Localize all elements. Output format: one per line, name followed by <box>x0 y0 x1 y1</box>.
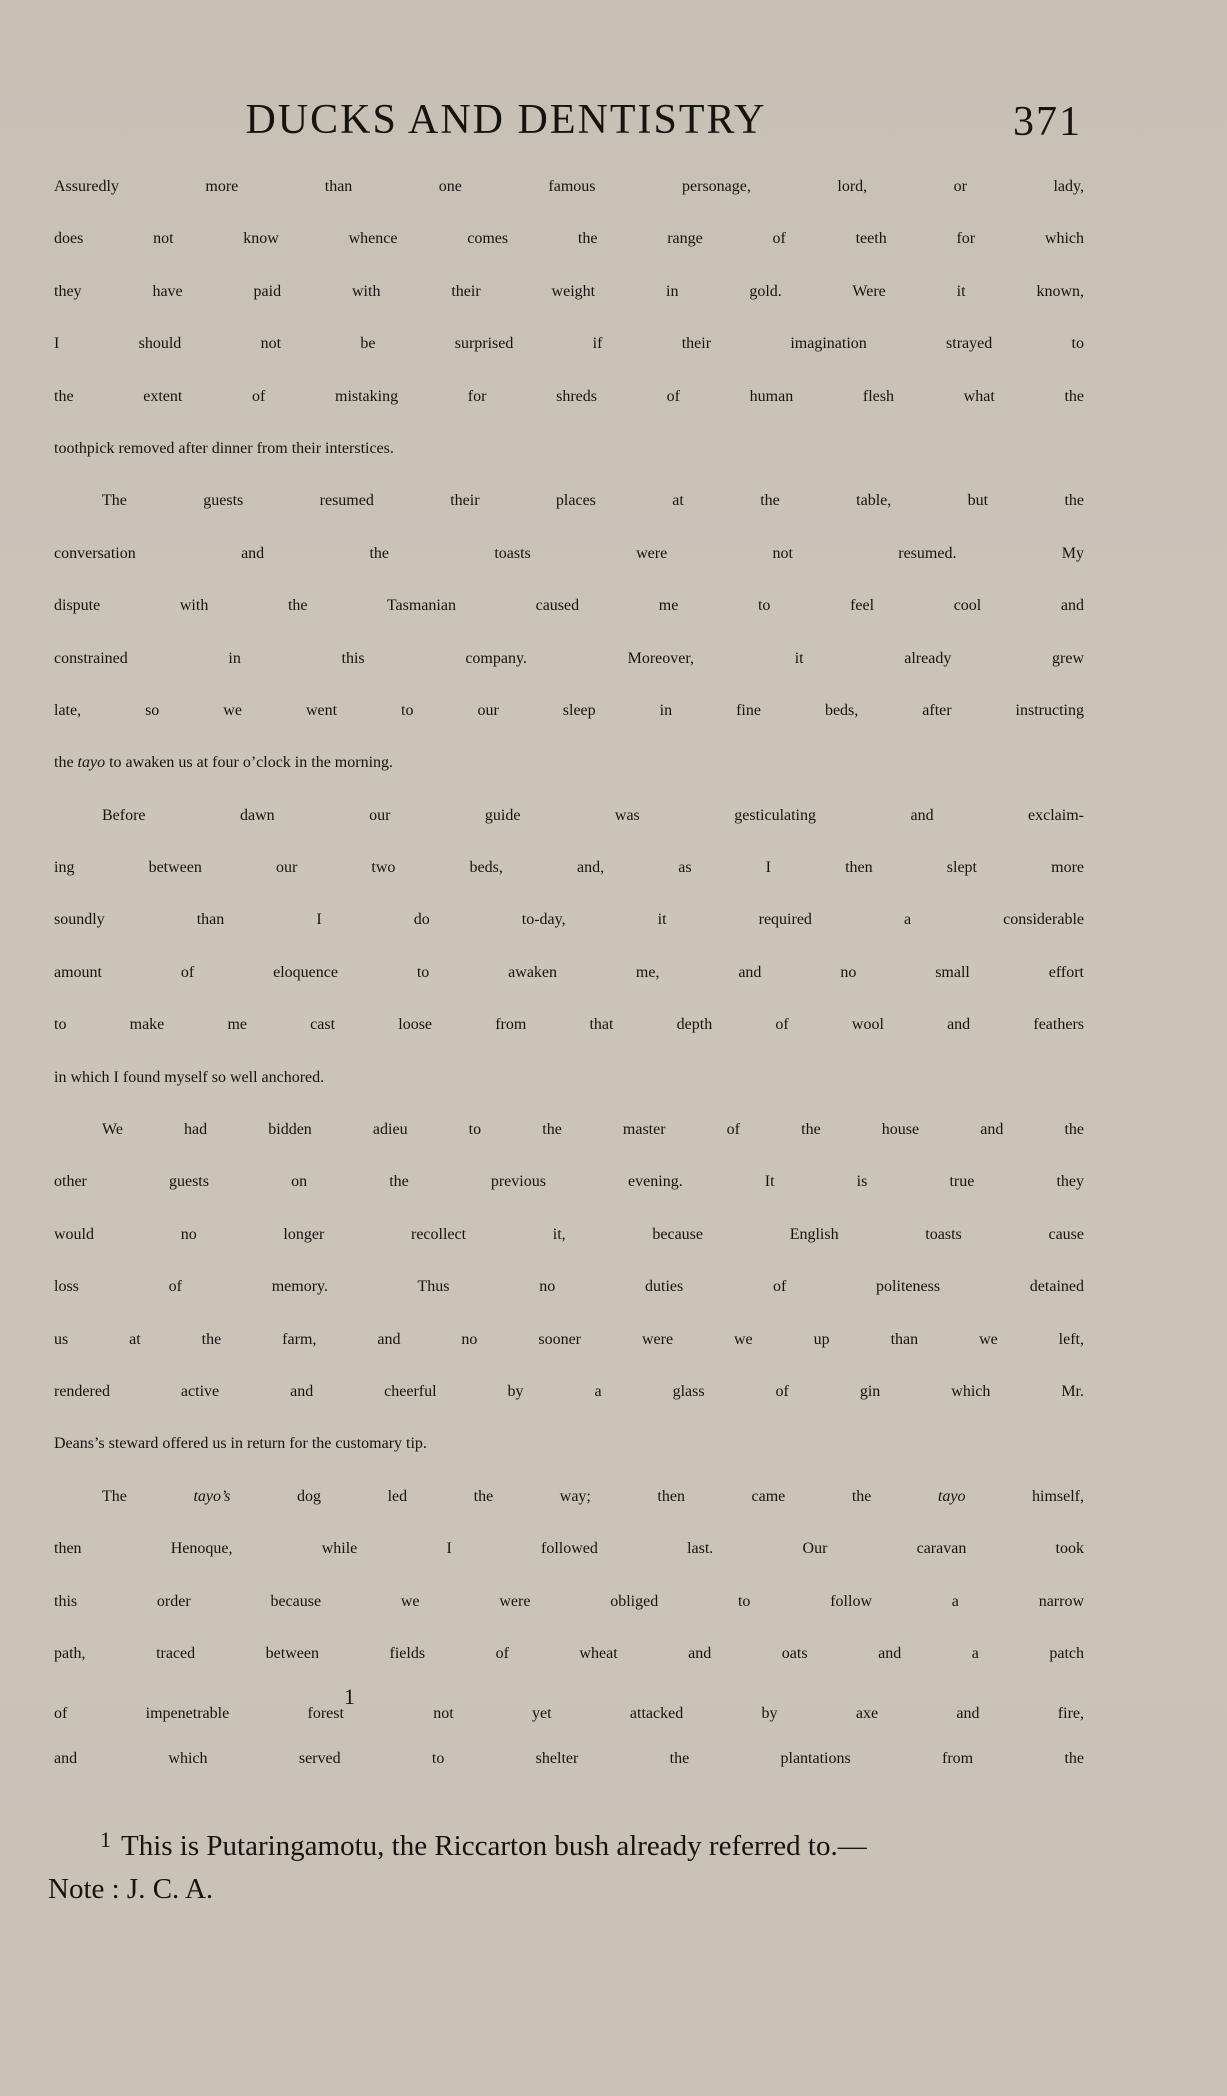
text-segment: the <box>54 754 78 772</box>
text-segment: Assuredly more than one famous personage, lord, or lady, <box>54 178 1084 195</box>
running-title: DUCKS AND DENTISTRY <box>245 97 767 143</box>
text-segment: The <box>102 1487 194 1505</box>
text-line <box>54 1226 1084 1278</box>
text-segment: Before dawn our guide was gesticulating and exclaim- <box>102 806 1084 824</box>
text-segment: ing between our two beds, and, as I then slept more <box>54 859 1084 877</box>
text-line <box>54 1593 1084 1645</box>
text-line <box>54 807 1084 859</box>
text-segment: to awaken us at four o’clock in the morning. <box>105 754 394 772</box>
text-segment: I should not be surprised if their imagination strayed to <box>54 335 1084 353</box>
italic-word: tayo’s <box>193 1487 231 1505</box>
text-line <box>54 1684 1085 1749</box>
text-line <box>54 1383 1084 1435</box>
text-line <box>54 911 1084 963</box>
text-line <box>54 230 1084 282</box>
text-line <box>54 1121 1084 1173</box>
text-line <box>54 1645 1084 1697</box>
text-segment: in which I found myself so well anchored. <box>54 1068 325 1086</box>
text-segment: dog led the way; then came the <box>230 1487 938 1505</box>
footnote-mark: 1 <box>100 1827 111 1852</box>
text-segment: then Henoque, while I followed last. Our caravan took <box>54 1540 1084 1558</box>
text-line <box>54 964 1084 1016</box>
text-line <box>54 492 1084 544</box>
text-line <box>54 440 1084 492</box>
running-head <box>56 90 1082 150</box>
text-line <box>54 1173 1084 1225</box>
footnote-reference: 1 <box>343 1684 355 1710</box>
text-line <box>54 178 1084 230</box>
footnote <box>48 1818 1088 1911</box>
page-number: 371 <box>1013 99 1082 145</box>
text-segment: late, so we went to our sleep in fine beds, after instructing <box>54 701 1084 719</box>
footnote-line-2: Note : J. C. A. <box>48 1873 214 1905</box>
text-segment: of impenetrable forest <box>54 1705 344 1723</box>
text-line <box>54 1278 1084 1330</box>
text-line <box>54 1488 1084 1540</box>
text-segment: they have paid with their weight in gold. Were it known, <box>54 282 1084 300</box>
text-segment: us at the farm, and no sooner were we up than we left, <box>54 1330 1084 1348</box>
text-segment: dispute with the Tasmanian caused me to feel cool and <box>54 597 1084 615</box>
text-segment: We had bidden adieu to the master of the house and the <box>102 1121 1084 1139</box>
footnote-line-1 <box>48 1818 1088 1868</box>
text-segment: himself, <box>965 1487 1085 1505</box>
text-line <box>54 650 1084 702</box>
text-segment: path, traced between fields of wheat and oats and a patch <box>54 1644 1084 1662</box>
text-segment: constrained in this company. Moreover, it already grew <box>54 649 1084 667</box>
text-line <box>54 545 1084 597</box>
text-line <box>54 283 1084 335</box>
text-line <box>54 1069 1084 1121</box>
text-segment: this order because we were obliged to follow a narrow <box>54 1592 1084 1610</box>
text-line <box>54 754 1084 806</box>
text-line <box>54 388 1084 440</box>
text-segment: soundly than I do to-day, it required a considerable <box>54 911 1084 929</box>
text-segment: does not know whence comes the range of teeth for which <box>54 230 1084 248</box>
text-segment: the extent of mistaking for shreds of human flesh what the <box>54 387 1084 405</box>
text-line <box>54 1750 1084 1802</box>
text-segment: toothpick removed after dinner from their interstices. <box>54 439 394 457</box>
text-line <box>54 1016 1084 1068</box>
text-segment: to make me cast loose from that depth of wool and feathers <box>54 1016 1084 1034</box>
text-segment: amount of eloquence to awaken me, and no small effort <box>54 963 1084 981</box>
text-line <box>54 702 1084 754</box>
footnote-text: This is Putaringamotu, the Riccarton bush already referred to.— <box>121 1830 867 1862</box>
text-segment: The guests resumed their places at the table, but the <box>102 492 1084 510</box>
text-segment: other guests on the previous evening. It is true they <box>54 1173 1084 1191</box>
text-segment: rendered active and cheerful by a glass of gin which Mr. <box>54 1382 1084 1400</box>
text-segment: conversation and the toasts were not resumed. My <box>54 544 1084 562</box>
body-text <box>54 178 1084 1802</box>
text-line <box>54 335 1084 387</box>
text-segment: not yet attacked by axe and fire, <box>354 1705 1085 1723</box>
text-line <box>54 1540 1084 1592</box>
italic-word: tayo <box>937 1487 966 1505</box>
text-segment: loss of memory. Thus no duties of politeness detained <box>54 1278 1084 1296</box>
text-line <box>54 597 1084 649</box>
text-segment: would no longer recollect it, because English toasts cause <box>54 1225 1084 1243</box>
italic-word: tayo <box>77 754 106 772</box>
text-segment: Deans’s steward offered us in return for the customary tip. <box>54 1435 427 1453</box>
text-line <box>54 1435 1084 1487</box>
text-line <box>54 1331 1084 1383</box>
text-line <box>54 859 1084 911</box>
text-segment: and which served to shelter the plantations from the <box>54 1749 1084 1767</box>
